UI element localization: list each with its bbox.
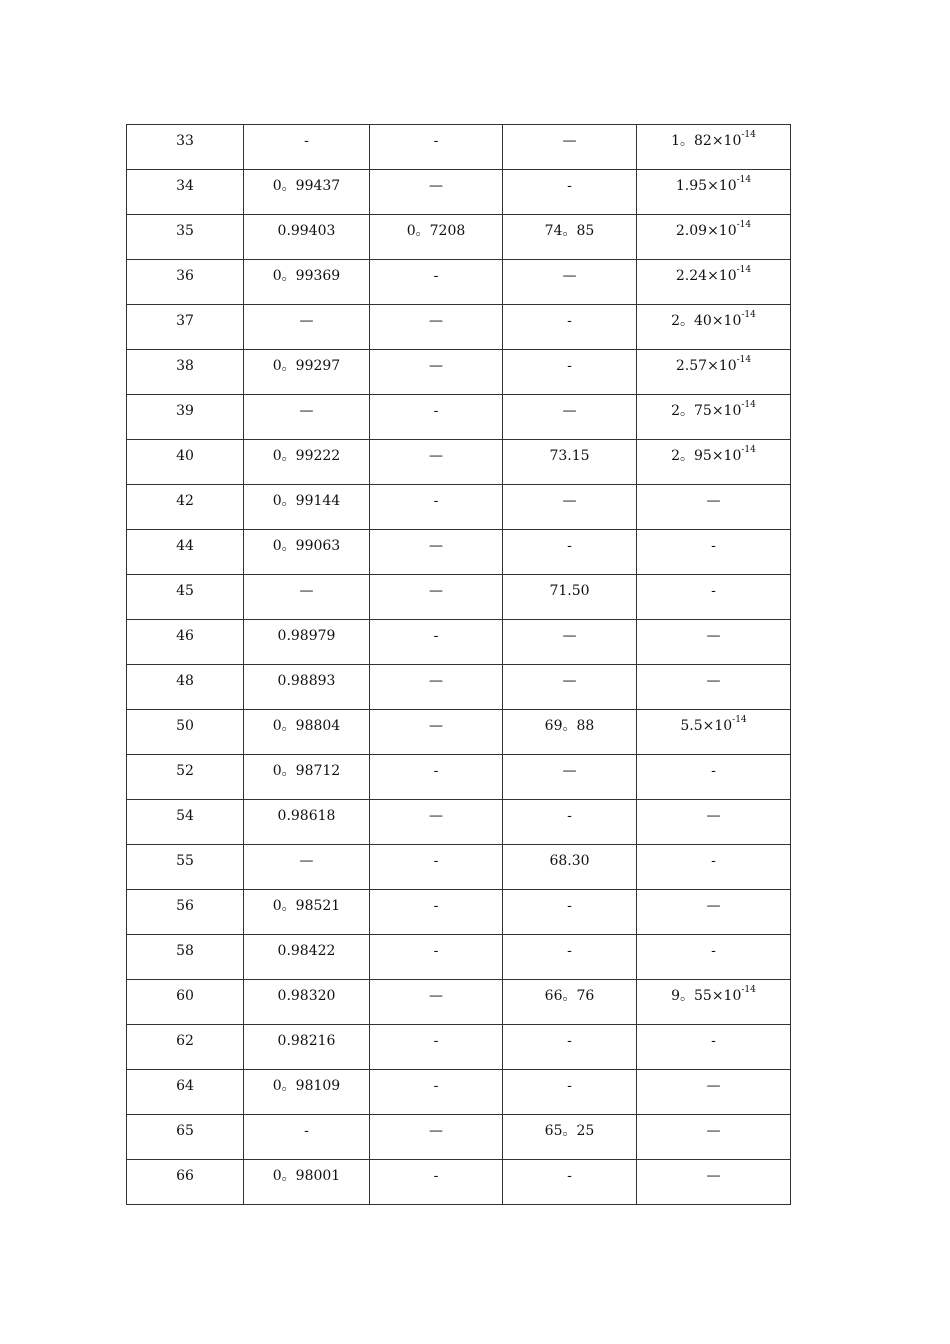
table-cell: [244, 395, 370, 440]
cell-value: —: [706, 1168, 721, 1184]
table-cell: [127, 890, 244, 935]
cell-value: —: [562, 268, 577, 284]
cell-value: -: [711, 943, 716, 959]
table-row: [127, 1025, 791, 1070]
cell-value: -: [567, 313, 572, 329]
table-cell: [503, 1115, 637, 1160]
table-row: [127, 1160, 791, 1205]
table-row: [127, 170, 791, 215]
cell-value: -: [711, 763, 716, 779]
table-cell: [244, 170, 370, 215]
cell-value: —: [429, 1123, 443, 1139]
table-cell: [127, 575, 244, 620]
table-cell: [637, 215, 791, 260]
table-cell: [370, 395, 503, 440]
table-cell: [244, 620, 370, 665]
table-cell: [127, 170, 244, 215]
table-cell: [127, 1160, 244, 1205]
table-cell: [244, 440, 370, 485]
table-row: [127, 530, 791, 575]
table-cell: [370, 575, 503, 620]
table-cell: [370, 260, 503, 305]
cell-value: -: [567, 943, 572, 959]
table-cell: [370, 350, 503, 395]
cell-value: 0。98521: [272, 898, 341, 914]
table-cell: [370, 530, 503, 575]
table-cell: [637, 890, 791, 935]
cell-value: $2.09\times 10^{-14}$: [675, 220, 752, 239]
cell-value: 46: [176, 628, 194, 644]
table-cell: [637, 530, 791, 575]
table-cell: [503, 485, 637, 530]
table-cell: [127, 800, 244, 845]
cell-value: 0。98804: [272, 718, 341, 734]
table-cell: [637, 305, 791, 350]
table-cell: [244, 1025, 370, 1070]
table-cell: [127, 980, 244, 1025]
cell-value: $1.95\times 10^{-14}$: [675, 175, 752, 194]
table-cell: [637, 1115, 791, 1160]
cell-value: 38: [176, 358, 194, 374]
cell-value: 36: [176, 268, 194, 284]
cell-value: —: [562, 673, 577, 689]
cell-value: 0.99403: [277, 223, 336, 239]
cell-value: 34: [176, 178, 194, 194]
cell-value: 60: [176, 988, 194, 1004]
cell-value: 0。7208: [406, 223, 466, 239]
table-cell: [244, 890, 370, 935]
cell-value: -: [433, 1033, 439, 1049]
table-cell: [370, 215, 503, 260]
table-cell: [127, 440, 244, 485]
table-cell: [503, 890, 637, 935]
cell-value: —: [706, 628, 721, 644]
table-cell: [503, 1070, 637, 1115]
cell-value: -: [567, 808, 572, 824]
table-cell: [244, 305, 370, 350]
table-row: [127, 1070, 791, 1115]
cell-value: —: [562, 763, 577, 779]
cell-value: $5.5\times 10^{-14}$: [680, 715, 747, 734]
cell-value: 54: [176, 808, 194, 824]
cell-value: —: [429, 448, 443, 464]
table-cell: [503, 845, 637, 890]
table-row: [127, 845, 791, 890]
cell-value: —: [299, 403, 314, 419]
table-row: [127, 260, 791, 305]
table-cell: [244, 710, 370, 755]
table-row: [127, 890, 791, 935]
table-cell: [244, 845, 370, 890]
table-cell: [244, 1070, 370, 1115]
cell-value: —: [706, 808, 721, 824]
cell-value: 65。25: [544, 1123, 595, 1139]
cell-value: -: [433, 943, 439, 959]
table-cell: [127, 935, 244, 980]
cell-value: 33: [176, 133, 194, 149]
cell-value: —: [429, 988, 443, 1004]
table-cell: [503, 215, 637, 260]
exponent: -14: [736, 220, 752, 231]
cell-value: 0。99063: [272, 538, 341, 554]
data-table: [126, 124, 791, 1205]
cell-value: 0.98320: [277, 988, 336, 1004]
table-cell: [127, 305, 244, 350]
table-cell: [370, 620, 503, 665]
table-cell: [637, 125, 791, 170]
cell-value: 45: [176, 583, 194, 599]
table-cell: [244, 350, 370, 395]
exponent: -14: [732, 715, 747, 726]
cell-value: —: [299, 583, 314, 599]
table-row: [127, 755, 791, 800]
cell-value: 68.30: [549, 853, 590, 869]
cell-value: 0。99297: [272, 358, 341, 374]
cell-value: 0.98893: [277, 673, 336, 689]
table-cell: [244, 575, 370, 620]
cell-value: 2。$40\times 10^{-14}$: [671, 310, 756, 329]
table-row: [127, 710, 791, 755]
table-cell: [637, 575, 791, 620]
cell-value: 0.98216: [277, 1033, 336, 1049]
cell-value: -: [433, 268, 439, 284]
table-cell: [637, 935, 791, 980]
table-cell: [503, 125, 637, 170]
cell-value: -: [711, 583, 716, 599]
cell-value: -: [433, 493, 439, 509]
cell-value: —: [429, 718, 443, 734]
cell-value: 0。98001: [272, 1168, 341, 1184]
table-cell: [244, 935, 370, 980]
table-cell: [503, 935, 637, 980]
cell-value: —: [562, 493, 577, 509]
cell-value: 44: [176, 538, 194, 554]
cell-value: -: [567, 1078, 572, 1094]
cell-value: -: [711, 1033, 716, 1049]
cell-value: 0。99437: [272, 178, 341, 194]
table-cell: [637, 710, 791, 755]
table-cell: [370, 800, 503, 845]
table-row: [127, 305, 791, 350]
table-cell: [637, 350, 791, 395]
table-row: [127, 125, 791, 170]
cell-value: 50: [176, 718, 194, 734]
cell-value: -: [711, 853, 716, 869]
cell-value: 40: [176, 448, 194, 464]
table-cell: [127, 845, 244, 890]
cell-value: -: [433, 403, 439, 419]
cell-value: —: [429, 358, 443, 374]
cell-value: 37: [176, 313, 194, 329]
table-cell: [127, 710, 244, 755]
cell-value: 71.50: [549, 583, 590, 599]
cell-value: -: [433, 898, 439, 914]
cell-value: 0。98109: [272, 1078, 341, 1094]
cell-value: —: [562, 403, 577, 419]
table-row: [127, 800, 791, 845]
cell-value: —: [706, 1123, 721, 1139]
cell-value: —: [429, 583, 443, 599]
cell-value: -: [567, 178, 572, 194]
exponent: -14: [741, 445, 756, 456]
cell-value: —: [706, 493, 721, 509]
cell-value: —: [562, 133, 577, 149]
cell-value: -: [433, 853, 439, 869]
table-cell: [370, 1070, 503, 1115]
table-row: [127, 440, 791, 485]
table-cell: [503, 260, 637, 305]
table-cell: [503, 620, 637, 665]
table-cell: [127, 125, 244, 170]
table-cell: [127, 755, 244, 800]
table-row: [127, 215, 791, 260]
table-cell: [370, 485, 503, 530]
table-row: [127, 350, 791, 395]
cell-value: 9。$55\times 10^{-14}$: [671, 985, 756, 1004]
table-cell: [127, 485, 244, 530]
table-cell: [637, 755, 791, 800]
cell-value: 58: [176, 943, 194, 959]
cell-value: 69。88: [544, 718, 595, 734]
table-cell: [244, 1115, 370, 1160]
table-row: [127, 1115, 791, 1160]
table-cell: [127, 620, 244, 665]
cell-value: -: [433, 133, 439, 149]
exponent: -14: [741, 130, 756, 141]
cell-value: 56: [176, 898, 194, 914]
cell-value: 66: [176, 1168, 194, 1184]
cell-value: 48: [176, 673, 194, 689]
table-cell: [127, 1070, 244, 1115]
table-cell: [370, 440, 503, 485]
table-cell: [244, 980, 370, 1025]
cell-value: 64: [176, 1078, 194, 1094]
table-cell: [503, 1160, 637, 1205]
table-cell: [370, 755, 503, 800]
cell-value: -: [433, 1168, 439, 1184]
cell-value: -: [711, 538, 716, 554]
exponent: -14: [741, 400, 756, 411]
table-cell: [127, 350, 244, 395]
table-cell: [127, 260, 244, 305]
cell-value: 74。85: [544, 223, 595, 239]
table-cell: [503, 395, 637, 440]
cell-value: -: [304, 133, 309, 149]
table-cell: [370, 305, 503, 350]
table-cell: [503, 1025, 637, 1070]
table-cell: [370, 125, 503, 170]
cell-value: —: [429, 178, 443, 194]
table-cell: [370, 890, 503, 935]
cell-value: —: [299, 313, 314, 329]
table-cell: [637, 620, 791, 665]
table-cell: [503, 350, 637, 395]
table-cell: [127, 665, 244, 710]
table-cell: [637, 665, 791, 710]
table-cell: [127, 530, 244, 575]
cell-value: 2。$95\times 10^{-14}$: [671, 445, 756, 464]
table-cell: [370, 710, 503, 755]
cell-value: 0。99369: [272, 268, 341, 284]
cell-value: -: [433, 763, 439, 779]
cell-value: —: [429, 538, 443, 554]
cell-value: 1。$82\times 10^{-14}$: [671, 130, 756, 149]
cell-value: —: [429, 808, 443, 824]
table-cell: [503, 665, 637, 710]
table-cell: [637, 1070, 791, 1115]
table-cell: [503, 800, 637, 845]
table-cell: [127, 395, 244, 440]
table-cell: [637, 485, 791, 530]
exponent: -14: [736, 265, 752, 276]
table-cell: [503, 710, 637, 755]
table-row: [127, 575, 791, 620]
table-cell: [244, 1160, 370, 1205]
table-cell: [637, 980, 791, 1025]
table-cell: [637, 260, 791, 305]
table-row: [127, 485, 791, 530]
cell-value: -: [304, 1123, 309, 1139]
table-cell: [503, 305, 637, 350]
table-cell: [244, 530, 370, 575]
exponent: -14: [741, 310, 756, 321]
table-row: [127, 980, 791, 1025]
table-row: [127, 935, 791, 980]
cell-value: —: [706, 673, 721, 689]
cell-value: 39: [176, 403, 194, 419]
table-cell: [503, 755, 637, 800]
table-body: [127, 125, 791, 1205]
cell-value: 73.15: [549, 448, 590, 464]
cell-value: $2.57\times 10^{-14}$: [675, 355, 752, 374]
table-cell: [503, 575, 637, 620]
cell-value: -: [567, 358, 572, 374]
table-cell: [503, 530, 637, 575]
cell-value: $2.24\times 10^{-14}$: [675, 265, 752, 284]
exponent: -14: [736, 355, 752, 366]
table-cell: [370, 665, 503, 710]
table-row: [127, 395, 791, 440]
cell-value: 42: [176, 493, 194, 509]
cell-value: —: [299, 853, 314, 869]
table-cell: [244, 215, 370, 260]
cell-value: —: [706, 898, 721, 914]
table-cell: [637, 800, 791, 845]
table-cell: [370, 935, 503, 980]
table-cell: [370, 170, 503, 215]
cell-value: —: [429, 313, 443, 329]
table-cell: [127, 1025, 244, 1070]
cell-value: 0。99222: [272, 448, 341, 464]
cell-value: -: [433, 1078, 439, 1094]
cell-value: 2。$75\times 10^{-14}$: [671, 400, 756, 419]
cell-value: 62: [176, 1033, 194, 1049]
cell-value: 35: [176, 223, 194, 239]
table-cell: [244, 755, 370, 800]
table-cell: [370, 845, 503, 890]
exponent: -14: [736, 175, 752, 186]
table-cell: [370, 1115, 503, 1160]
table-row: [127, 620, 791, 665]
table-cell: [370, 1025, 503, 1070]
table-cell: [637, 170, 791, 215]
table-cell: [503, 170, 637, 215]
cell-value: -: [433, 628, 439, 644]
cell-value: 0。99144: [272, 493, 341, 509]
table-cell: [244, 800, 370, 845]
table-cell: [127, 1115, 244, 1160]
table-cell: [244, 125, 370, 170]
exponent: -14: [741, 985, 756, 996]
cell-value: -: [567, 538, 572, 554]
cell-value: 65: [176, 1123, 194, 1139]
cell-value: 0.98422: [277, 943, 336, 959]
cell-value: -: [567, 898, 572, 914]
table-cell: [637, 1025, 791, 1070]
cell-value: —: [706, 1078, 721, 1094]
cell-value: 0.98618: [277, 808, 336, 824]
cell-value: —: [429, 673, 443, 689]
cell-value: 52: [176, 763, 194, 779]
cell-value: 55: [176, 853, 194, 869]
table-cell: [503, 980, 637, 1025]
cell-value: —: [562, 628, 577, 644]
table-cell: [370, 980, 503, 1025]
table-cell: [244, 260, 370, 305]
table-cell: [637, 845, 791, 890]
table-cell: [637, 1160, 791, 1205]
table-cell: [637, 395, 791, 440]
table-cell: [244, 485, 370, 530]
cell-value: 0。98712: [272, 763, 341, 779]
cell-value: -: [567, 1033, 572, 1049]
table-cell: [637, 440, 791, 485]
cell-value: -: [567, 1168, 572, 1184]
table-cell: [370, 1160, 503, 1205]
cell-value: 0.98979: [277, 628, 336, 644]
table-cell: [127, 215, 244, 260]
table-cell: [244, 665, 370, 710]
cell-value: 66。76: [544, 988, 595, 1004]
table-cell: [503, 440, 637, 485]
table-row: [127, 665, 791, 710]
